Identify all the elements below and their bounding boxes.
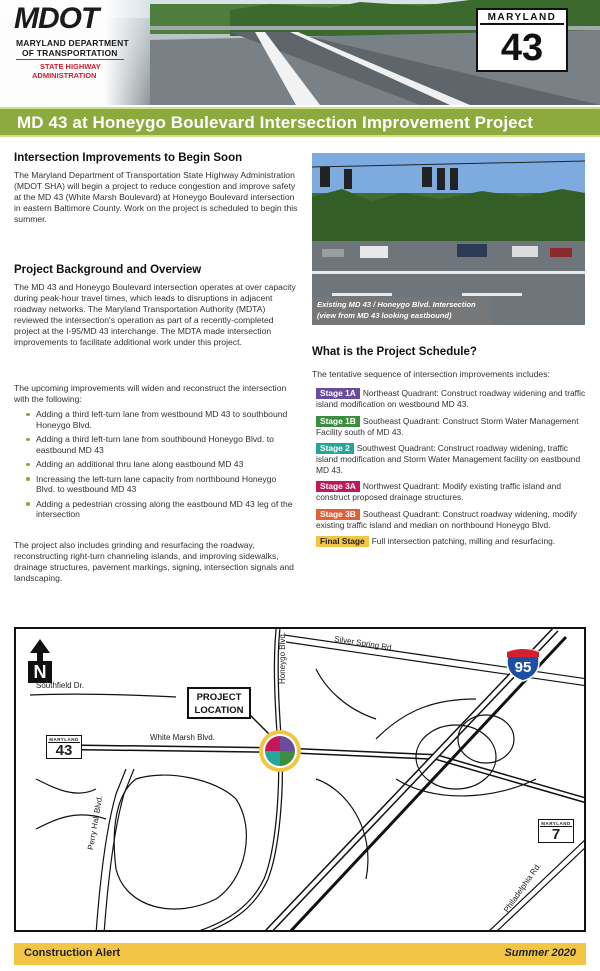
north-label: N <box>28 661 52 683</box>
label-perry-hall: Perry Hall Blvd. <box>86 794 105 851</box>
north-arrow-icon <box>28 639 52 661</box>
shield-number: 7 <box>551 826 561 843</box>
label-silver-spring: Silver Spring Rd. <box>333 634 395 653</box>
shield-number: 43 <box>500 27 544 69</box>
section-body-background: The MD 43 and Honeygo Boulevard intersection operates at over capacity during peak-hour travel times, which leads to disruptions in adjacent roadway networks. The Maryland Transportation Authority (MDTA) reviewed the intersection's operation as part of a recently-completed project at the I-95/MD 43 interchange. The MDTA made intersection improvements to facilitate additional work under this project. <box>14 282 296 347</box>
md43-map-shield <box>46 735 82 759</box>
stage-badge: Stage 3A <box>316 481 360 492</box>
stage-description: Southeast Quadrant: Construct roadway widening, modify existing traffic island and median on northbound Honeygo Blvd. <box>316 508 577 530</box>
project-location-callout <box>187 687 251 719</box>
stage-item <box>316 481 591 503</box>
stage-item <box>316 536 591 547</box>
stage-description: Southeast Quadrant: Construct Storm Water Management Facility south of MD 43. <box>316 415 579 437</box>
caption-line2: (view from MD 43 looking eastbound) <box>317 311 452 320</box>
mdot-logo <box>0 0 150 105</box>
location-map <box>14 627 586 932</box>
i95-map-shield <box>505 646 541 682</box>
stage-item <box>316 416 591 438</box>
list-item: Adding a pedestrian crossing along the eastbound MD 43 leg of the intersection <box>24 499 294 520</box>
stage-item <box>316 509 591 531</box>
stage-description: Northeast Quadrant: Construct roadway widening and traffic island modification on westbound MD 43. <box>316 388 586 409</box>
stage-description: Northwest Quadrant: Modify existing traffic island and construct proposed drainage structures. <box>316 481 561 502</box>
md7-map-shield <box>538 819 574 843</box>
shield-number: 43 <box>55 742 73 759</box>
label-southfield: Southfield Dr. <box>36 681 85 690</box>
stage-item <box>316 443 591 475</box>
stage-badge: Stage 1A <box>316 388 360 399</box>
stage-description: Full intersection patching, milling and resurfacing. <box>371 536 556 546</box>
stage-description: Southwest Quadrant: Construct roadway widening, traffic island modification and Storm Water Management facility on eastbound MD 43. <box>316 443 581 475</box>
project-location-line2: LOCATION <box>194 705 244 716</box>
title-bar <box>0 107 600 137</box>
section-heading-background: Project Background and Overview <box>14 264 202 276</box>
shield-state: MARYLAND <box>480 12 564 25</box>
mdot-wordmark: MDOT <box>14 2 99 35</box>
label-honeygo: Honeygo Blvd. <box>278 631 287 684</box>
shield-state: MARYLAND <box>541 821 571 826</box>
road-network <box>16 629 586 932</box>
dept-line1: MARYLAND DEPARTMENT <box>16 38 129 48</box>
page-title: MD 43 at Honeygo Boulevard Intersection Improvement Project <box>17 113 534 132</box>
project-location-line1: PROJECT <box>196 692 242 703</box>
section-heading-schedule: What is the Project Schedule? <box>312 346 477 358</box>
schedule-intro: The tentative sequence of intersection improvements includes: <box>312 369 550 379</box>
footer-right: Summer 2020 <box>504 947 576 959</box>
list-item: Adding a third left-turn lane from southbound Honeygo Blvd. to eastbound MD 43 <box>24 434 294 455</box>
section-body-additional: The project also includes grinding and resurfacing the roadway, reconstructing right-turn channeling islands, and improving sidewalks, drainage structures, pavement markings, signing, intersection signals and landscaping. <box>14 540 294 583</box>
list-item: Adding an additional thru lane along eastbound MD 43 <box>24 459 294 470</box>
label-philadelphia: Philadelphia Rd. <box>502 861 543 915</box>
list-item: Increasing the left-turn lane capacity from northbound Honeygo Blvd. to westbound MD 43 <box>24 474 294 495</box>
stage-badge: Stage 2 <box>316 443 354 454</box>
shield-state: MARYLAND <box>49 737 79 742</box>
shield-number: 95 <box>514 659 532 676</box>
stage-badge: Final Stage <box>316 536 369 547</box>
dept-line2: OF TRANSPORTATION <box>22 48 118 58</box>
stage-badge: Stage 1B <box>316 416 360 427</box>
label-white-marsh: White Marsh Blvd. <box>150 733 215 742</box>
stage-item <box>316 388 591 410</box>
stage-list <box>316 388 591 553</box>
header-photo <box>0 0 600 105</box>
section-body-improvements: The Maryland Department of Transportation State Highway Administration (MDOT SHA) will begin a project to reduce congestion and improve safety at the MD 43 (White Marsh Boulevard) at Honeygo Boulevard intersection in eastern Baltimore County. Work on the project is scheduled to begin this summer. <box>14 170 298 224</box>
section-heading-improvements: Intersection Improvements to Begin Soon <box>14 152 243 164</box>
project-location-marker-icon <box>257 728 303 774</box>
improvements-list <box>24 409 294 524</box>
logo-divider <box>16 59 124 60</box>
sha-line1: STATE HIGHWAY <box>40 62 101 71</box>
md43-route-shield <box>476 8 568 72</box>
sha-line2: ADMINISTRATION <box>32 71 97 80</box>
footer-bar <box>14 943 586 965</box>
stage-badge: Stage 3B <box>316 509 360 520</box>
photo-caption <box>312 297 492 325</box>
section-body-upcoming: The upcoming improvements will widen and reconstruct the intersection with the following: <box>14 383 287 404</box>
caption-line1: Existing MD 43 / Honeygo Blvd. Intersection <box>317 300 476 309</box>
list-item: Adding a third left-turn lane from westbound MD 43 to southbound Honeygo Blvd. <box>24 409 294 430</box>
footer-left: Construction Alert <box>24 947 121 959</box>
